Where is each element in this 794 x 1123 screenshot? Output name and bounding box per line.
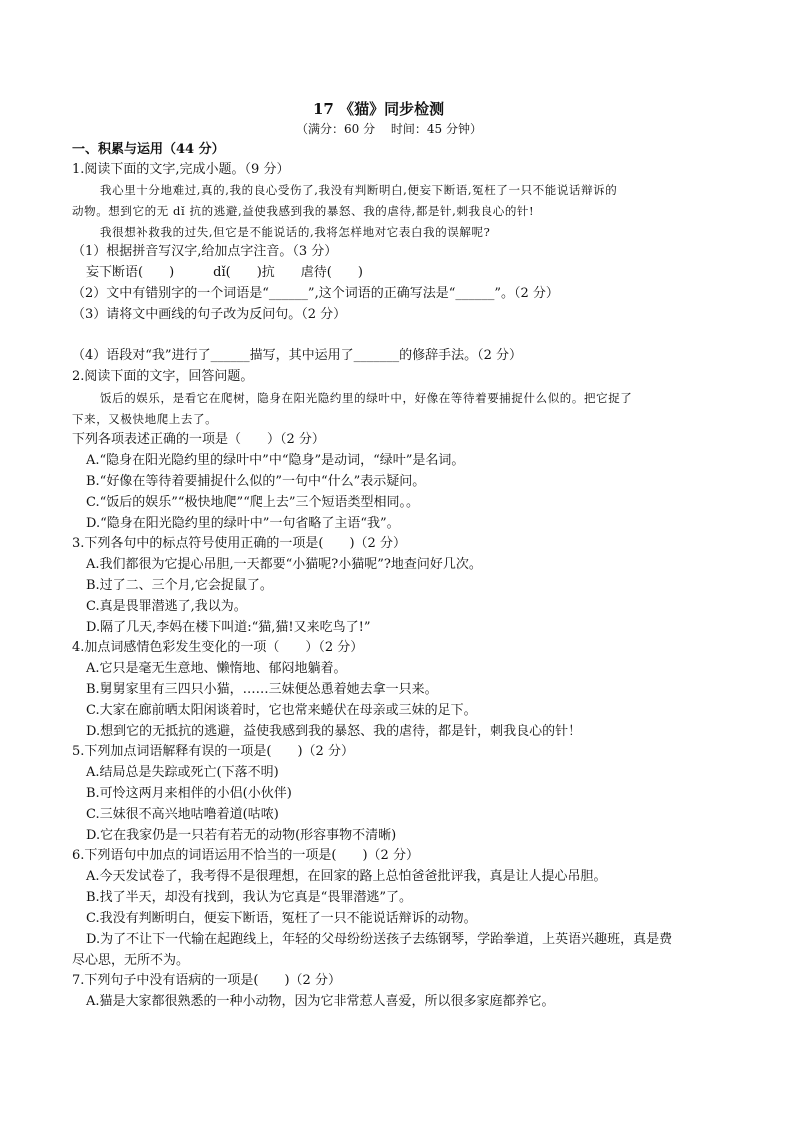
question-7-stem: 7.下列句子中没有语病的一项是( )（2 分） — [72, 973, 341, 988]
question-6-option-d-line-2: 尽心思，无所不为。 — [72, 953, 190, 968]
passage-1-line-1: 我心里十分地难过,真的,我的良心受伤了,我没有判断明白,便妄下断语,冤枉了一只不能说话辩诉的 — [100, 183, 618, 197]
question-4-option-b: B.舅舅家里有三四只小猫，……三妹便怂恿着她去拿一只来。 — [86, 682, 438, 697]
sub-question-3: （3）请将文中画线的句子改为反问句。（2 分） — [72, 307, 347, 322]
question-2-option-c: C.“饭后的娱乐”“极快地爬”“爬上去”三个短语类型相同。。 — [86, 495, 419, 510]
question-5-stem: 5.下列加点词语解释有误的一项是( )（2 分） — [72, 744, 354, 759]
page-subtitle: （满分：60 分 时间：45 分钟） — [296, 122, 482, 136]
question-5-option-b: B.可怜这两月来相伴的小侣(小伙伴) — [86, 786, 292, 801]
question-3-option-a: A.我们都很为它提心吊胆,一天都要“小猫呢?小猫呢”?地查问好几次。 — [86, 557, 482, 572]
passage-1-line-3: 我很想补救我的过失,但它是不能说话的,我将怎样地对它表白我的误解呢? — [100, 225, 491, 239]
question-3-option-b: B.过了二、三个月,它会捉鼠了。 — [86, 578, 273, 593]
question-4-option-a: A.它只是毫无生意地、懒惰地、郁闷地躺着。 — [86, 661, 347, 676]
passage-2-line-1: 饭后的娱乐，是看它在爬树，隐身在阳光隐约里的绿叶中，好像在等待着要捕捉什么似的。把它捉了 — [100, 391, 633, 405]
question-1-stem: 1.阅读下面的文字,完成小题。（9 分） — [72, 162, 290, 177]
question-6-option-c: C.我没有判断明白，便妄下断语，冤枉了一只不能说话辩诉的动物。 — [86, 911, 477, 926]
section-heading: 一、积累与运用（44 分） — [72, 142, 225, 157]
sub-question-1: （1）根据拼音写汉字,给加点字注音。（3 分） — [72, 244, 338, 259]
sub-question-2: （2）文中有错别字的一个词语是“______”,这个词语的正确写法是“______”。（2 分） — [72, 286, 559, 301]
question-2-option-b: B.“好像在等待着要捕捉什么似的”一句中“什么”表示疑问。 — [86, 474, 426, 489]
question-5-option-a: A.结局总是失踪或死亡(下落不明) — [86, 765, 279, 780]
question-3-option-c: C.真是畏罪潜逃了,我以为。 — [86, 599, 247, 614]
page-title: 17 《猫》同步检测 — [313, 100, 445, 118]
question-3-stem: 3.下列各句中的标点符号使用正确的一项是( )（2 分） — [72, 536, 406, 551]
question-6-option-a: A.今天发试卷了，我考得不是很理想，在回家的路上总怕爸爸批评我，真是让人提心吊胆。 — [86, 869, 607, 884]
question-2-prompt: 下列各项表述正确的一项是（ ）（2 分） — [72, 432, 325, 447]
passage-2-line-2: 下来，又极快地爬上去了。 — [72, 412, 218, 426]
question-4-option-d: D.想到它的无抵抗的逃避，益使我感到我的暴怒、我的虐待，都是针，刺我良心的针！ — [86, 724, 582, 739]
question-7-option-a: A.猫是大家都很熟悉的一种小动物，因为它非常惹人喜爱，所以很多家庭都养它。 — [86, 994, 555, 1009]
sub-question-4: （4）语段对“我”进行了______描写，其中运用了_______的修辞手法。（2 分） — [72, 348, 522, 363]
question-4-stem: 4.加点词感情色彩发生变化的一项（ ）（2 分） — [72, 640, 364, 655]
question-2-option-a: A.“隐身在阳光隐约里的绿叶中”中“隐身”是动词，“绿叶”是名词。 — [86, 453, 465, 468]
question-2-stem: 2.阅读下面的文字，回答问题。 — [72, 369, 254, 384]
question-6-stem: 6.下列语句中加点的词语运用不恰当的一项是( )（2 分） — [72, 848, 419, 863]
question-4-option-c: C.大家在廊前晒太阳闲谈着时，它也常来蜷伏在母亲或三妹的足下。 — [86, 703, 477, 718]
question-3-option-d: D.隔了几天,李妈在楼下叫道:“猫,猫!又来吃鸟了!” — [86, 620, 371, 635]
passage-1-line-2: 动物。想到它的无 dǐ 抗的逃避,益使我感到我的暴怒、我的虐待,都是针,刺我良心的针! — [72, 204, 535, 218]
question-5-option-c: C.三妹很不高兴地咕噜着道(咕哝) — [86, 807, 279, 822]
sub-question-1-blanks: 妄下断语( ) dǐ( )抗 虐待( ) — [86, 265, 363, 280]
question-5-option-d: D.它在我家仍是一只若有若无的动物(形容事物不清晰) — [86, 828, 397, 843]
question-2-option-d: D.“隐身在阳光隐约里的绿叶中”一句省略了主语“我”。 — [86, 516, 400, 531]
question-6-option-b: B.找了半天，却没有找到，我认为它真是“畏罪潜逃”了。 — [86, 890, 412, 905]
question-6-option-d-line-1: D.为了不让下一代输在起跑线上，年轻的父母纷纷送孩子去练钢琴，学跆拳道，上英语兴趣班，真是费 — [86, 932, 673, 947]
